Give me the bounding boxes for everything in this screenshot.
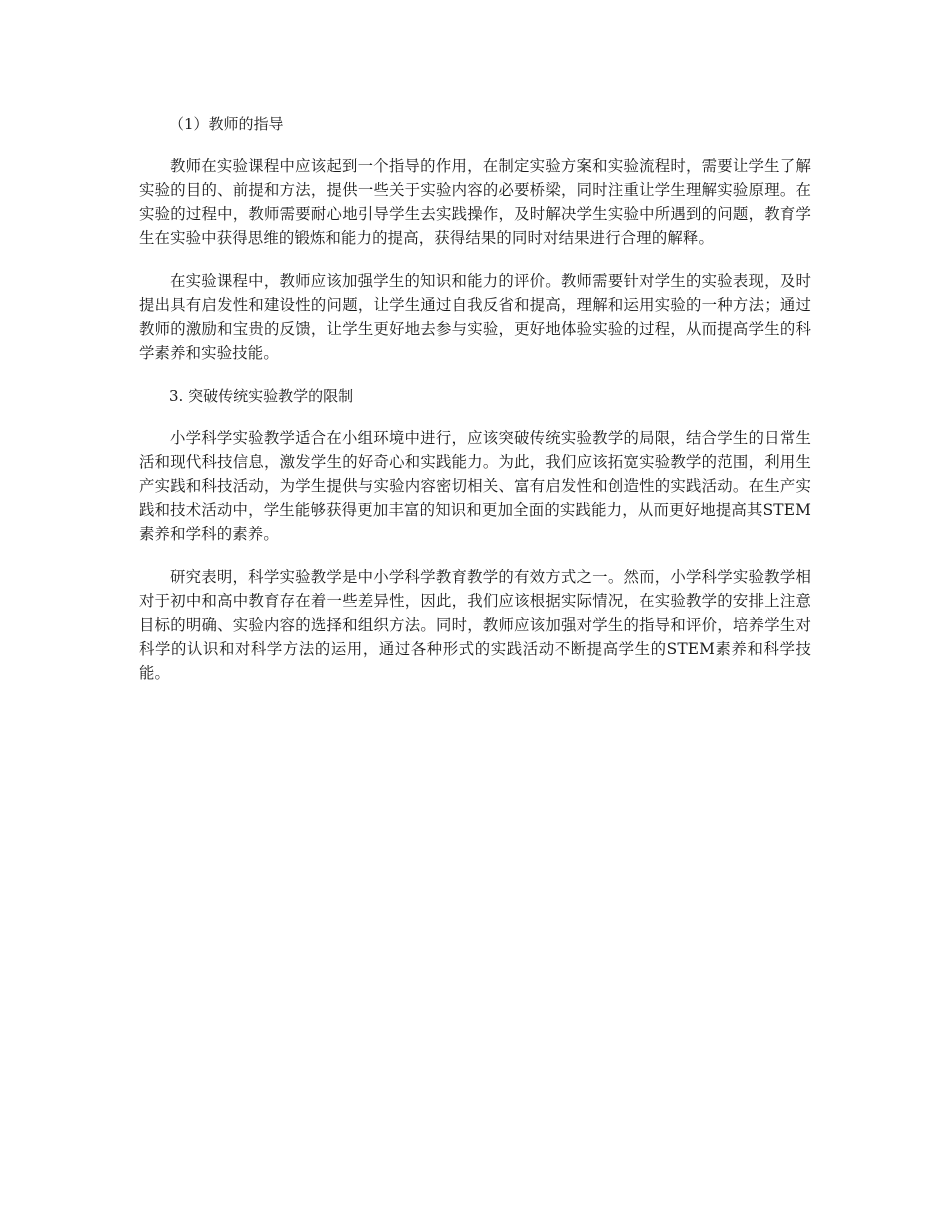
document-page — [139, 112, 811, 685]
paragraph-teacher-evaluation: 在实验课程中，教师应该加强学生的知识和能力的评价。教师需要针对学生的实验表现，及时提出具有启发性和建设性的问题，让学生通过自我反省和提高，理解和运用实验的一种方法；通过教师的激励和宝贵的反馈，让学生更好地去参与实验，更好地体验实验的过程，从而提高学生的科学素养和实验技能。 — [139, 272, 811, 362]
paragraph-group-experiments: 小学科学实验教学适合在小组环境中进行，应该突破传统实验教学的局限，结合学生的日常生活和现代科技信息，激发学生的好奇心和实践能力。为此，我们应该拓宽实验教学的范围，利用生产实践和科技活动，为学生提供与实验内容密切相关、富有启发性和创造性的实践活动。在生产实践和技术活动中，学生能够获得更加丰富的知识和更加全面的实践能力，从而更好地提高其STEM素养和学科的素养。 — [139, 429, 811, 543]
paragraph-research-findings: 研究表明，科学实验教学是中小学科学教育教学的有效方式之一。然而，小学科学实验教学相对于初中和高中教育存在着一些差异性，因此，我们应该根据实际情况，在实验教学的安排上注意目标的明确、实验内容的选择和组织方法。同时，教师应该加强对学生的指导和评价，培养学生对科学的认识和对科学方法的运用，通过各种形式的实践活动不断提高学生的STEM素养和科学技能。 — [139, 568, 811, 682]
paragraph-teacher-role: 教师在实验课程中应该起到一个指导的作用，在制定实验方案和实验流程时，需要让学生了解实验的目的、前提和方法，提供一些关于实验内容的必要桥梁，同时注重让学生理解实验原理。在实验的过程中，教师需要耐心地引导学生去实践操作，及时解决学生实验中所遇到的问题，教育学生在实验中获得思维的锻炼和能力的提高，获得结果的同时对结果进行合理的解释。 — [139, 157, 811, 247]
section-heading-break-tradition: 3. 突破传统实验教学的限制 — [169, 387, 354, 405]
section-heading-teacher-guidance: （1）教师的指导 — [169, 115, 284, 133]
